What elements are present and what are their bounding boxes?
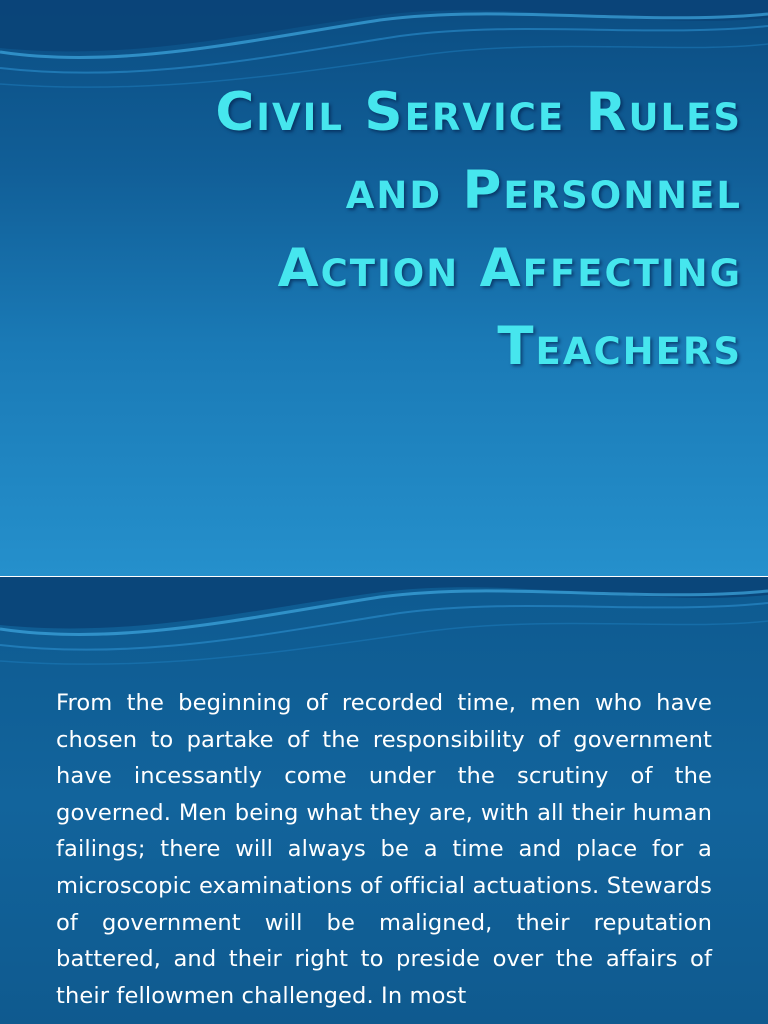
wave-decoration [0, 577, 768, 687]
title-line-1: Civil Service Rules [215, 82, 742, 143]
body-paragraph: From the beginning of recorded time, men who have chosen to partake of the responsibility of government have incessantly come under the scrutiny of the governed. Men being what they are, with all their human failings; there will always be a time and place for a microscopic examinations of official actuations. Stewards of government will be maligned, their reputation battered, and their right to preside over the affairs of their fellowmen challenged. In most [56, 690, 712, 1009]
content-slide [0, 577, 768, 1024]
slide-title [22, 74, 742, 386]
title-line-3: Action Affecting [277, 238, 742, 299]
title-line-4: Teachers [497, 316, 742, 377]
title-line-2: and Personnel [345, 160, 742, 221]
